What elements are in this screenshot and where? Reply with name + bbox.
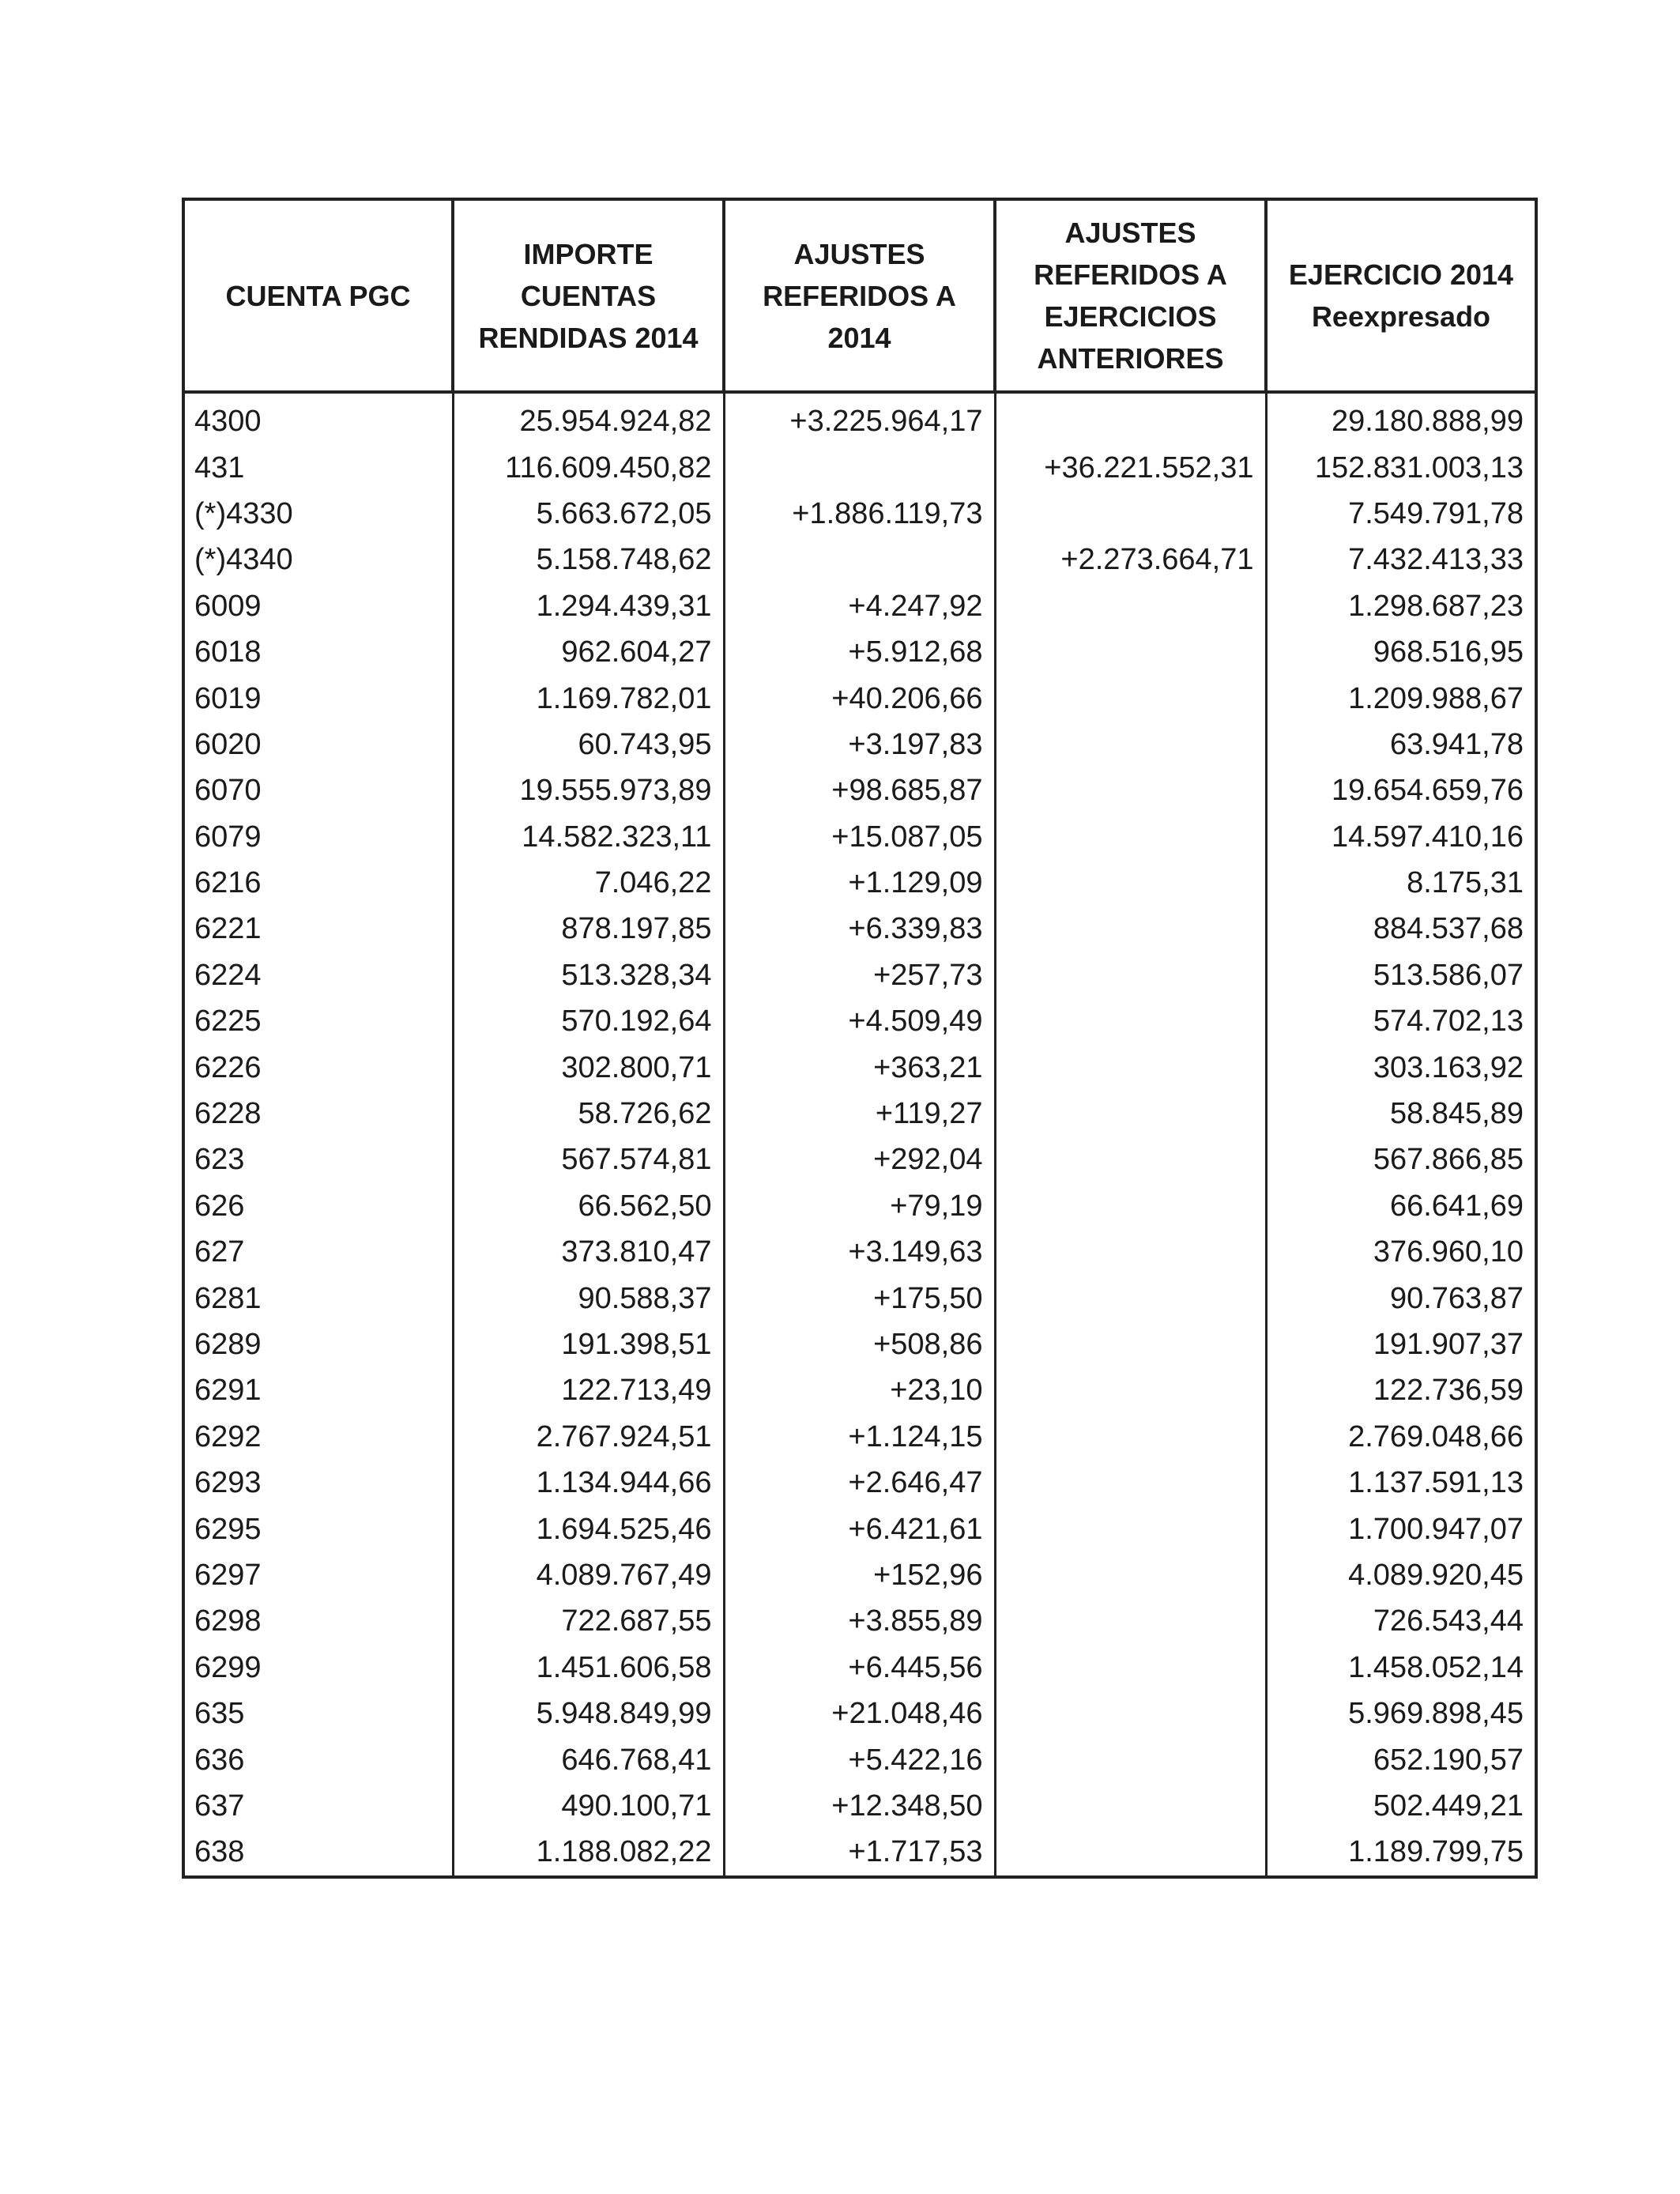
- header-line: Reexpresado: [1311, 300, 1491, 333]
- cell-ejercicio-reexpresado: 8.175,31: [1266, 860, 1536, 906]
- cell-importe: 58.726,62: [453, 1091, 724, 1137]
- cell-account: 6299: [183, 1645, 453, 1691]
- cell-ajuste-anteriores: [995, 1691, 1266, 1736]
- cell-ajuste-anteriores: [995, 1414, 1266, 1460]
- cell-ajuste-2014: [724, 444, 995, 490]
- cell-importe: 19.555.973,89: [453, 767, 724, 813]
- table-row: [183, 537, 1536, 582]
- cell-ajuste-2014: +3.855,89: [724, 1598, 995, 1644]
- cell-ajuste-anteriores: [995, 998, 1266, 1044]
- cell-ejercicio-reexpresado: 63.941,78: [1266, 722, 1536, 767]
- cell-importe: 66.562,50: [453, 1183, 724, 1229]
- cell-ejercicio-reexpresado: 376.960,10: [1266, 1229, 1536, 1275]
- cell-ajuste-2014: +40.206,66: [724, 675, 995, 721]
- cell-ajuste-2014: +152,96: [724, 1552, 995, 1598]
- cell-ajuste-anteriores: [995, 860, 1266, 906]
- cell-account: 623: [183, 1137, 453, 1182]
- cell-importe: 116.609.450,82: [453, 444, 724, 490]
- cell-ajuste-2014: +508,86: [724, 1321, 995, 1367]
- cell-ejercicio-reexpresado: 1.700.947,07: [1266, 1506, 1536, 1551]
- cell-ejercicio-reexpresado: 90.763,87: [1266, 1275, 1536, 1321]
- cell-account: 6297: [183, 1552, 453, 1598]
- cell-account: 431: [183, 444, 453, 490]
- cell-importe: 14.582.323,11: [453, 814, 724, 860]
- cell-ejercicio-reexpresado: 1.189.799,75: [1266, 1829, 1536, 1876]
- cell-ejercicio-reexpresado: 4.089.920,45: [1266, 1552, 1536, 1598]
- table-row: [183, 1552, 1536, 1598]
- header-line: REFERIDOS A: [1034, 258, 1227, 291]
- cell-account: 6019: [183, 675, 453, 721]
- cell-ajuste-2014: +2.646,47: [724, 1460, 995, 1506]
- cell-ajuste-anteriores: [995, 814, 1266, 860]
- cell-ajuste-anteriores: [995, 1275, 1266, 1321]
- cell-importe: 4.089.767,49: [453, 1552, 724, 1598]
- table-row: [183, 860, 1536, 906]
- cell-ajuste-anteriores: [995, 952, 1266, 998]
- cell-account: 6281: [183, 1275, 453, 1321]
- cell-ejercicio-reexpresado: 122.736,59: [1266, 1367, 1536, 1413]
- cell-account: 6070: [183, 767, 453, 813]
- cell-importe: 191.398,51: [453, 1321, 724, 1367]
- cell-ajuste-2014: [724, 537, 995, 582]
- cell-importe: 878.197,85: [453, 906, 724, 952]
- cell-importe: 5.663.672,05: [453, 491, 724, 537]
- table-row: [183, 675, 1536, 721]
- cell-importe: 302.800,71: [453, 1044, 724, 1090]
- cell-ajuste-anteriores: [995, 1229, 1266, 1275]
- cell-importe: 122.713,49: [453, 1367, 724, 1413]
- table-row: [183, 1598, 1536, 1644]
- cell-account: 6292: [183, 1414, 453, 1460]
- cell-importe: 60.743,95: [453, 722, 724, 767]
- cell-account: 6221: [183, 906, 453, 952]
- cell-ajuste-anteriores: [995, 1736, 1266, 1782]
- table-row: [183, 629, 1536, 675]
- cell-ajuste-anteriores: [995, 675, 1266, 721]
- cell-ajuste-2014: +257,73: [724, 952, 995, 998]
- cell-ajuste-2014: +12.348,50: [724, 1783, 995, 1829]
- cell-account: 638: [183, 1829, 453, 1876]
- cell-ajuste-anteriores: [995, 1506, 1266, 1551]
- cell-importe: 962.604,27: [453, 629, 724, 675]
- cell-ajuste-2014: +15.087,05: [724, 814, 995, 860]
- table-row: [183, 1460, 1536, 1506]
- table-row: [183, 1044, 1536, 1090]
- cell-ajuste-anteriores: [995, 1044, 1266, 1090]
- cell-ejercicio-reexpresado: 152.831.003,13: [1266, 444, 1536, 490]
- cell-importe: 513.328,34: [453, 952, 724, 998]
- table-body: [183, 392, 1536, 1877]
- cell-ejercicio-reexpresado: 303.163,92: [1266, 1044, 1536, 1090]
- cell-account: 6298: [183, 1598, 453, 1644]
- cell-ajuste-2014: +3.225.964,17: [724, 392, 995, 444]
- cell-importe: 1.169.782,01: [453, 675, 724, 721]
- cell-ajuste-2014: +5.422,16: [724, 1736, 995, 1782]
- cell-ajuste-2014: +175,50: [724, 1275, 995, 1321]
- header-line: REFERIDOS A: [763, 279, 956, 312]
- cell-ajuste-2014: +3.149,63: [724, 1229, 995, 1275]
- cell-importe: 1.188.082,22: [453, 1829, 724, 1876]
- table-row: [183, 444, 1536, 490]
- cell-account: 6226: [183, 1044, 453, 1090]
- cell-ajuste-2014: +1.129,09: [724, 860, 995, 906]
- cell-importe: 5.158.748,62: [453, 537, 724, 582]
- cell-ajuste-2014: +6.339,83: [724, 906, 995, 952]
- cell-ajuste-anteriores: [995, 1321, 1266, 1367]
- cell-ajuste-anteriores: [995, 583, 1266, 629]
- cell-account: 626: [183, 1183, 453, 1229]
- cell-ajuste-anteriores: [995, 1645, 1266, 1691]
- table-row: [183, 1137, 1536, 1182]
- cell-account: 635: [183, 1691, 453, 1736]
- table-row: [183, 1367, 1536, 1413]
- table-row: [183, 1736, 1536, 1782]
- cell-ajuste-anteriores: +36.221.552,31: [995, 444, 1266, 490]
- cell-account: 4300: [183, 392, 453, 444]
- cell-ejercicio-reexpresado: 726.543,44: [1266, 1598, 1536, 1644]
- table-row: [183, 1321, 1536, 1367]
- table-row: [183, 1506, 1536, 1551]
- cell-ajuste-anteriores: [995, 1367, 1266, 1413]
- cell-account: 6228: [183, 1091, 453, 1137]
- accounts-table: [182, 198, 1538, 1879]
- cell-ajuste-2014: +21.048,46: [724, 1691, 995, 1736]
- cell-ejercicio-reexpresado: 191.907,37: [1266, 1321, 1536, 1367]
- table-row: [183, 1275, 1536, 1321]
- cell-ajuste-2014: +1.124,15: [724, 1414, 995, 1460]
- cell-ajuste-2014: +363,21: [724, 1044, 995, 1090]
- header-ajustes-ejercicios-anteriores: [995, 199, 1266, 392]
- table-row: [183, 1414, 1536, 1460]
- cell-importe: 373.810,47: [453, 1229, 724, 1275]
- table-header: [183, 199, 1536, 392]
- cell-ajuste-2014: +1.886.119,73: [724, 491, 995, 537]
- cell-ajuste-anteriores: [995, 906, 1266, 952]
- cell-ajuste-2014: +6.445,56: [724, 1645, 995, 1691]
- table-row: [183, 1645, 1536, 1691]
- cell-importe: 25.954.924,82: [453, 392, 724, 444]
- cell-importe: 490.100,71: [453, 1783, 724, 1829]
- header-line: EJERCICIO 2014: [1288, 258, 1514, 291]
- table-row: [183, 1091, 1536, 1137]
- cell-account: 6009: [183, 583, 453, 629]
- cell-ejercicio-reexpresado: 574.702,13: [1266, 998, 1536, 1044]
- cell-importe: 1.294.439,31: [453, 583, 724, 629]
- cell-ajuste-anteriores: [995, 1598, 1266, 1644]
- cell-account: 6293: [183, 1460, 453, 1506]
- cell-importe: 7.046,22: [453, 860, 724, 906]
- header-line: AJUSTES: [1064, 217, 1196, 249]
- cell-ejercicio-reexpresado: 502.449,21: [1266, 1783, 1536, 1829]
- cell-ajuste-anteriores: +2.273.664,71: [995, 537, 1266, 582]
- cell-importe: 567.574,81: [453, 1137, 724, 1182]
- cell-ajuste-anteriores: [995, 767, 1266, 813]
- cell-importe: 1.694.525,46: [453, 1506, 724, 1551]
- table-row: [183, 1829, 1536, 1876]
- cell-ejercicio-reexpresado: 567.866,85: [1266, 1137, 1536, 1182]
- cell-ajuste-2014: +1.717,53: [724, 1829, 995, 1876]
- cell-ajuste-2014: +6.421,61: [724, 1506, 995, 1551]
- header-line: ANTERIORES: [1037, 342, 1224, 375]
- cell-account: (*)4340: [183, 537, 453, 582]
- table-row: [183, 767, 1536, 813]
- cell-ejercicio-reexpresado: 1.137.591,13: [1266, 1460, 1536, 1506]
- cell-account: 6225: [183, 998, 453, 1044]
- cell-account: 6020: [183, 722, 453, 767]
- cell-account: 6224: [183, 952, 453, 998]
- header-row: [183, 199, 1536, 392]
- cell-account: 6289: [183, 1321, 453, 1367]
- header-line: RENDIDAS 2014: [478, 321, 699, 354]
- header-line: 2014: [827, 321, 891, 354]
- table-row: [183, 952, 1536, 998]
- cell-account: 6291: [183, 1367, 453, 1413]
- cell-ejercicio-reexpresado: 1.298.687,23: [1266, 583, 1536, 629]
- header-line: CUENTA PGC: [225, 279, 411, 312]
- cell-account: 6216: [183, 860, 453, 906]
- table-row: [183, 1229, 1536, 1275]
- cell-importe: 646.768,41: [453, 1736, 724, 1782]
- header-line: EJERCICIOS: [1044, 300, 1217, 333]
- cell-ejercicio-reexpresado: 7.549.791,78: [1266, 491, 1536, 537]
- cell-ajuste-anteriores: [995, 491, 1266, 537]
- table-row: [183, 1783, 1536, 1829]
- cell-ejercicio-reexpresado: 58.845,89: [1266, 1091, 1536, 1137]
- cell-importe: 1.451.606,58: [453, 1645, 724, 1691]
- cell-ejercicio-reexpresado: 1.458.052,14: [1266, 1645, 1536, 1691]
- cell-account: 6295: [183, 1506, 453, 1551]
- header-line: AJUSTES: [793, 237, 925, 270]
- table-row: [183, 491, 1536, 537]
- cell-ajuste-anteriores: [995, 1183, 1266, 1229]
- cell-ajuste-2014: +119,27: [724, 1091, 995, 1137]
- cell-ajuste-2014: +3.197,83: [724, 722, 995, 767]
- cell-ajuste-anteriores: [995, 1783, 1266, 1829]
- cell-ejercicio-reexpresado: 66.641,69: [1266, 1183, 1536, 1229]
- cell-ajuste-2014: +23,10: [724, 1367, 995, 1413]
- table-row: [183, 814, 1536, 860]
- cell-ejercicio-reexpresado: 513.586,07: [1266, 952, 1536, 998]
- header-ajustes-2014: [724, 199, 995, 392]
- cell-ajuste-anteriores: [995, 1137, 1266, 1182]
- cell-ejercicio-reexpresado: 7.432.413,33: [1266, 537, 1536, 582]
- document-page: [182, 198, 1535, 1879]
- cell-ejercicio-reexpresado: 19.654.659,76: [1266, 767, 1536, 813]
- cell-ejercicio-reexpresado: 5.969.898,45: [1266, 1691, 1536, 1736]
- cell-ajuste-anteriores: [995, 392, 1266, 444]
- cell-ajuste-anteriores: [995, 1460, 1266, 1506]
- cell-ajuste-anteriores: [995, 1829, 1266, 1876]
- cell-importe: 90.588,37: [453, 1275, 724, 1321]
- cell-ajuste-2014: +4.247,92: [724, 583, 995, 629]
- cell-ejercicio-reexpresado: 2.769.048,66: [1266, 1414, 1536, 1460]
- cell-account: 637: [183, 1783, 453, 1829]
- cell-ajuste-2014: +292,04: [724, 1137, 995, 1182]
- table-row: [183, 1183, 1536, 1229]
- header-cuenta-pgc: [183, 199, 453, 392]
- cell-importe: 2.767.924,51: [453, 1414, 724, 1460]
- cell-ajuste-2014: +5.912,68: [724, 629, 995, 675]
- header-line: IMPORTE: [523, 237, 654, 270]
- cell-ajuste-2014: +4.509,49: [724, 998, 995, 1044]
- cell-account: 627: [183, 1229, 453, 1275]
- cell-ajuste-anteriores: [995, 1552, 1266, 1598]
- cell-ejercicio-reexpresado: 14.597.410,16: [1266, 814, 1536, 860]
- table-row: [183, 906, 1536, 952]
- cell-ejercicio-reexpresado: 884.537,68: [1266, 906, 1536, 952]
- cell-ejercicio-reexpresado: 652.190,57: [1266, 1736, 1536, 1782]
- header-ejercicio-reexpresado: [1266, 199, 1536, 392]
- cell-ejercicio-reexpresado: 1.209.988,67: [1266, 675, 1536, 721]
- table-row: [183, 583, 1536, 629]
- cell-ajuste-anteriores: [995, 722, 1266, 767]
- cell-account: 6079: [183, 814, 453, 860]
- header-importe-cuentas-rendidas: [453, 199, 724, 392]
- cell-ajuste-2014: +79,19: [724, 1183, 995, 1229]
- table-row: [183, 998, 1536, 1044]
- cell-account: (*)4330: [183, 491, 453, 537]
- cell-account: 6018: [183, 629, 453, 675]
- table-row: [183, 1691, 1536, 1736]
- cell-importe: 570.192,64: [453, 998, 724, 1044]
- cell-importe: 722.687,55: [453, 1598, 724, 1644]
- cell-importe: 5.948.849,99: [453, 1691, 724, 1736]
- header-line: CUENTAS: [520, 279, 657, 312]
- table-row: [183, 392, 1536, 444]
- cell-ajuste-anteriores: [995, 629, 1266, 675]
- table-row: [183, 722, 1536, 767]
- cell-ajuste-anteriores: [995, 1091, 1266, 1137]
- cell-ejercicio-reexpresado: 968.516,95: [1266, 629, 1536, 675]
- cell-importe: 1.134.944,66: [453, 1460, 724, 1506]
- cell-ejercicio-reexpresado: 29.180.888,99: [1266, 392, 1536, 444]
- cell-ajuste-2014: +98.685,87: [724, 767, 995, 813]
- cell-account: 636: [183, 1736, 453, 1782]
